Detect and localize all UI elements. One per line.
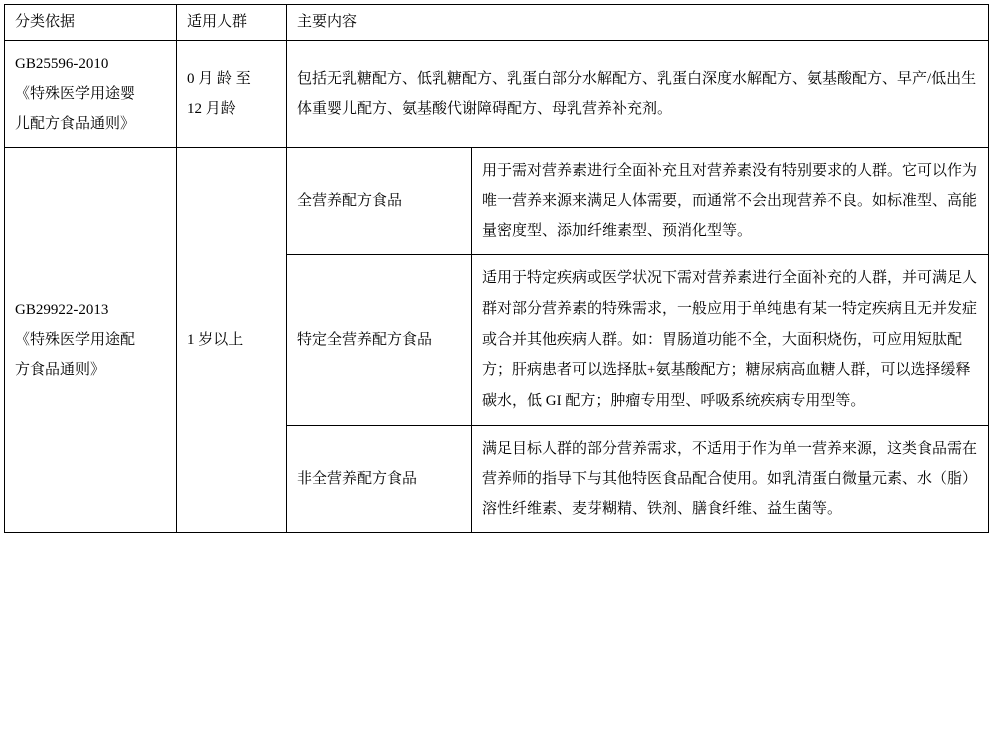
people-line: 0 月 龄 至 xyxy=(187,71,251,87)
row-people-over-one-year xyxy=(177,148,287,533)
people-line: 1 岁以上 xyxy=(187,331,244,348)
people-line: 12 月龄 xyxy=(187,101,236,117)
basis-line: 儿配方食品通则》 xyxy=(15,116,136,132)
basis-line: GB25596-2010 xyxy=(15,56,109,72)
header-content: 主要内容 xyxy=(287,5,989,41)
table-row xyxy=(5,148,989,255)
header-people: 适用人群 xyxy=(177,5,287,41)
basis-line: 《特殊医学用途婴 xyxy=(15,86,136,102)
basis-line: GB29922-2013 xyxy=(15,301,109,318)
row-content-infant: 包括无乳糖配方、低乳糖配方、乳蛋白部分水解配方、乳蛋白深度水解配方、氨基酸配方、早产/低出生体重婴儿配方、氨基酸代谢障碍配方、母乳营养补充剂。 xyxy=(287,41,989,148)
table-header-row xyxy=(5,5,989,41)
row-people-infant xyxy=(177,41,287,148)
row-basis-gb25596 xyxy=(5,41,177,148)
subcategory-non-full-nutrition: 非全营养配方食品 xyxy=(287,425,472,532)
content-specific-full-nutrition: 适用于特定疾病或医学状况下需对营养素进行全面补充的人群，并可满足人群对部分营养素的特殊需求，一般应用于单纯患有某一特定疾病且无并发症或合并其他疾病人群。如：胃肠道功能不全，大面积烧伤，可应用短肽配方；肝病患者可以选择肽+氨基酸配方；糖尿病高血糖人群，可以选择缓释碳水，低 GI 配方；肿瘤专用型、呼吸系统疾病专用型等。 xyxy=(472,255,989,426)
content-non-full-nutrition: 满足目标人群的部分营养需求，不适用于作为单一营养来源，这类食品需在营养师的指导下与其他特医食品配合使用。如乳清蛋白微量元素、水（脂）溶性纤维素、麦芽糊精、铁剂、膳食纤维、益生菌等。 xyxy=(472,425,989,532)
table-row xyxy=(5,41,989,148)
row-basis-gb29922 xyxy=(5,148,177,533)
classification-table xyxy=(4,4,989,533)
content-full-nutrition: 用于需对营养素进行全面补充且对营养素没有特别要求的人群。它可以作为唯一营养来源来满足人体需要，而通常不会出现营养不良。如标准型、高能量密度型、添加纤维素型、预消化型等。 xyxy=(472,148,989,255)
subcategory-specific-full-nutrition: 特定全营养配方食品 xyxy=(287,255,472,426)
header-basis: 分类依据 xyxy=(5,5,177,41)
subcategory-full-nutrition: 全营养配方食品 xyxy=(287,148,472,255)
basis-line: 《特殊医学用途配 xyxy=(15,331,136,348)
basis-line: 方食品通则》 xyxy=(15,361,106,378)
